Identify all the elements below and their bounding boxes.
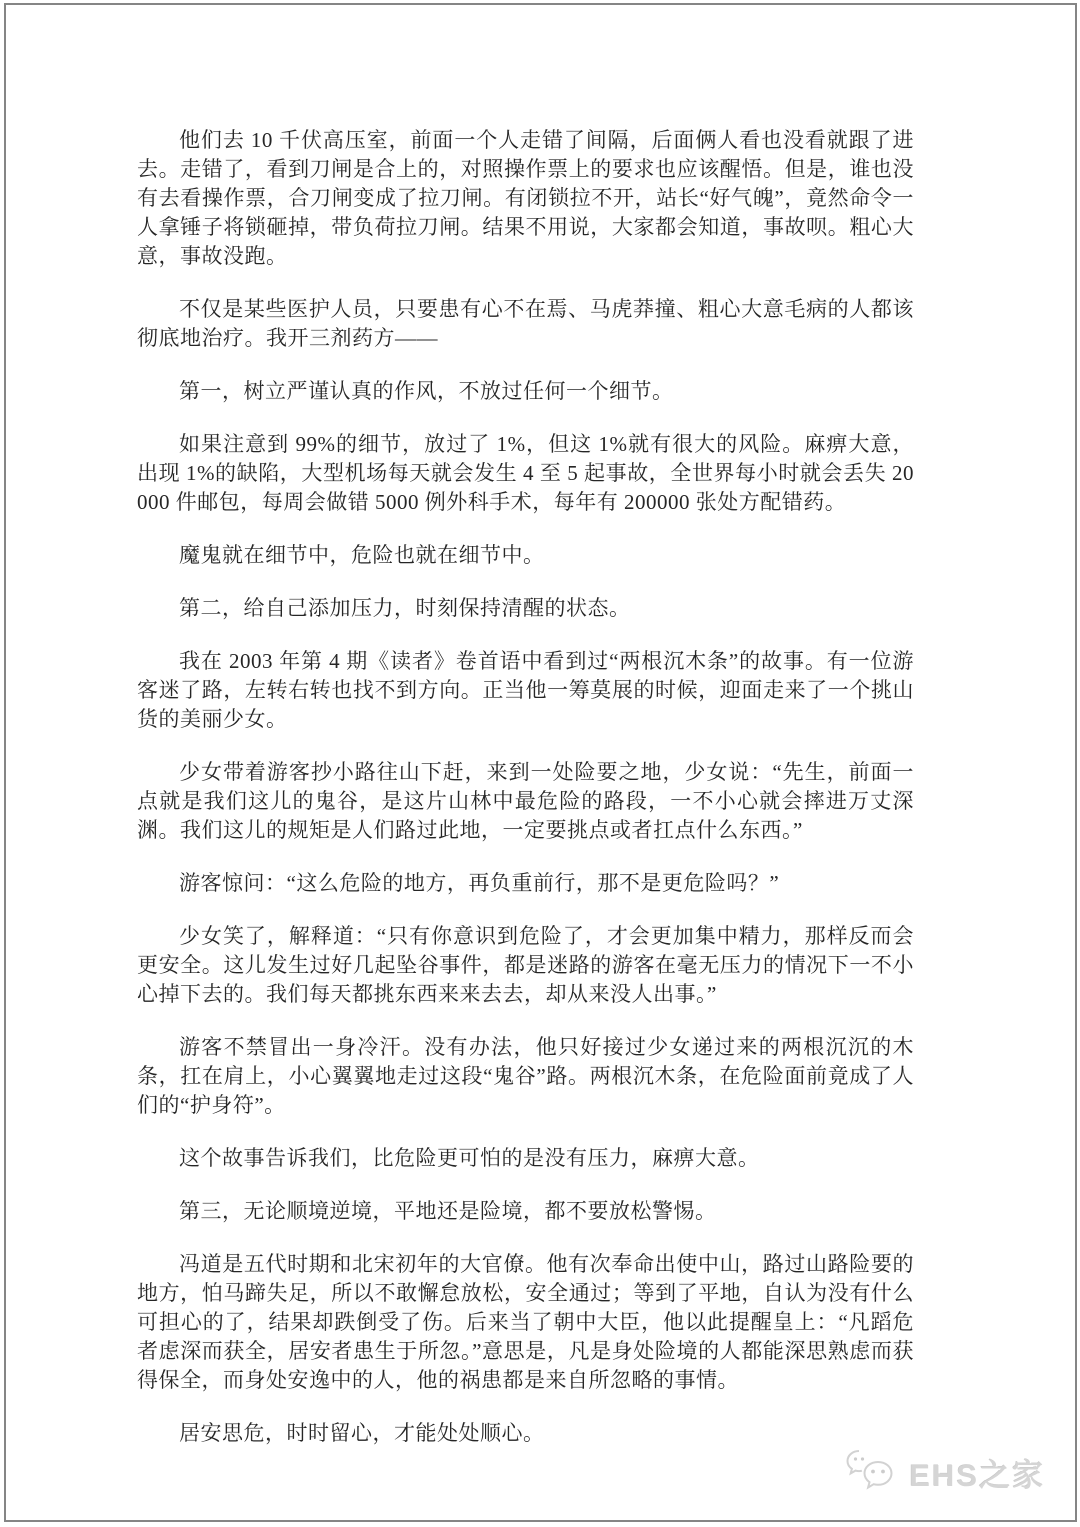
watermark-label: EHS之家 [909, 1457, 1045, 1493]
paragraph-13: 第三，无论顺境逆境，平地还是险境，都不要放松警惕。 [179, 1199, 717, 1223]
watermark [845, 1448, 1045, 1496]
paragraph-10: 少女笑了，解释道：“只有你意识到危险了，才会更加集中精力，那样反而会更安全。这儿发生过好几起坠谷事件，都是迷路的游客在毫无压力的情况下一不小心掉下去的。我们每天都挑东西来来去去，却从来没人出事。” [137, 924, 914, 1006]
paragraph-8: 少女带着游客抄小路往山下赶，来到一处险要之地，少女说：“先生，前面一点就是我们这儿的鬼谷，是这片山林中最危险的路段，一不小心就会摔进万丈深渊。我们这儿的规矩是人们路过此地，一定要挑点或者扛点什么东西。” [137, 760, 914, 842]
paragraph-11: 游客不禁冒出一身冷汗。没有办法，他只好接过少女递过来的两根沉沉的木条，扛在肩上，小心翼翼地走过这段“鬼谷”路。两根沉木条，在危险面前竟成了人们的“护身符”。 [137, 1035, 914, 1117]
wechat-logo-icon [845, 1448, 903, 1496]
paragraph-4: 如果注意到 99%的细节，放过了 1%，但这 1%就有很大的风险。麻痹大意，出现 1%的缺陷，大型机场每天就会发生 4 至 5 起事故，全世界每小时就会丢失 20000 件邮包，每周会做错 5000 例外科手术，每年有 200000 张处方配错药。 [137, 432, 914, 514]
paragraph-6: 第二，给自己添加压力，时刻保持清醒的状态。 [179, 596, 631, 620]
paragraph-5: 魔鬼就在细节中，危险也就在细节中。 [179, 543, 545, 567]
paragraph-2: 不仅是某些医护人员，只要患有心不在焉、马虎莽撞、粗心大意毛病的人都该彻底地治疗。我开三剂药方—— [137, 297, 914, 350]
paragraph-14: 冯道是五代时期和北宋初年的大官僚。他有次奉命出使中山，路过山路险要的地方，怕马蹄失足，所以不敢懈怠放松，安全通过；等到了平地，自认为没有什么可担心的了，结果却跌倒受了伤。后来当了朝中大臣，他以此提醒皇上：“凡蹈危者虑深而获全，居安者患生于所忽。”意思是，凡是身处险境的人都能深思熟虑而获得保全，而身处安逸中的人，他的祸患都是来自所忽略的事情。 [137, 1252, 914, 1392]
paragraph-12: 这个故事告诉我们，比危险更可怕的是没有压力，麻痹大意。 [179, 1146, 760, 1170]
paragraph-1: 他们去 10 千伏高压室，前面一个人走错了间隔，后面俩人看也没看就跟了进去。走错了，看到刀闸是合上的，对照操作票上的要求也应该醒悟。但是，谁也没有去看操作票，合刀闸变成了拉刀闸。有闭锁拉不开，站长“好气魄”，竟然命令一人拿锤子将锁砸掉，带负荷拉刀闸。结果不用说，大家都会知道，事故呗。粗心大意，事故没跑。 [137, 128, 914, 268]
document-content [137, 126, 914, 1472]
paragraph-7: 我在 2003 年第 4 期《读者》卷首语中看到过“两根沉木条”的故事。有一位游客迷了路，左转右转也找不到方向。正当他一筹莫展的时候，迎面走来了一个挑山货的美丽少女。 [137, 649, 914, 731]
paragraph-3: 第一，树立严谨认真的作风，不放过任何一个细节。 [179, 379, 674, 403]
paragraph-15: 居安思危，时时留心，才能处处顺心。 [179, 1421, 545, 1445]
document-page [4, 3, 1077, 1522]
paragraph-9: 游客惊问：“这么危险的地方，再负重前行，那不是更危险吗？” [179, 871, 780, 895]
